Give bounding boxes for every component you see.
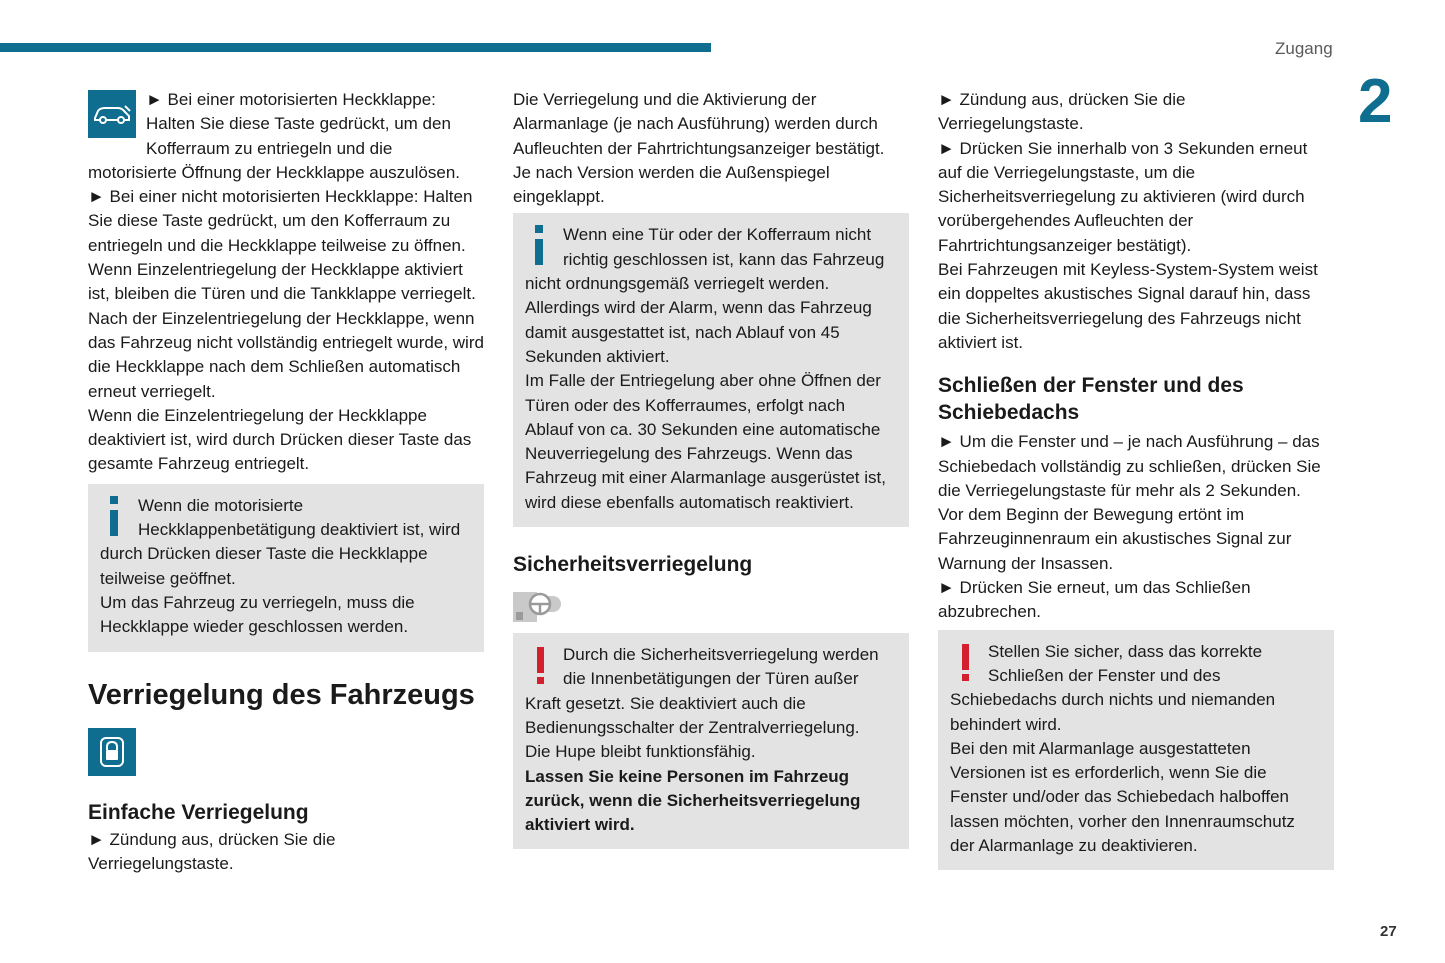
subsection-heading: Schließen der Fenster und des Schiebedachs <box>938 374 1244 425</box>
warning-box <box>938 630 1334 871</box>
page-number: 27 <box>1380 923 1397 940</box>
car-tailgate-icon <box>88 90 136 138</box>
info-box <box>88 484 484 652</box>
warning-text-bold: Lassen Sie keine Personen im Fahrzeug zurück, wenn die Sicherheitsverriegelung aktiviert wird. <box>525 766 861 835</box>
paragraph: Nach der Einzelentriegelung der Heckklappe, wenn das Fahrzeug nicht vollständig entriegelt wurde, wird die Heckklappe nach dem Schließen automatisch erneut verriegelt. <box>88 308 484 401</box>
paragraph: Die Verriegelung und die Aktivierung der Alarmanlage (je nach Ausführung) werden durch Aufleuchten der Fahrtrichtungsanzeiger bestätigt. <box>513 90 885 158</box>
section-heading: Verriegelung des Fahrzeugs <box>88 678 475 711</box>
paragraph: ► Zündung aus, drücken Sie die Verriegelungstaste. <box>88 829 336 873</box>
paragraph: Wenn Einzelentriegelung der Heckklappe aktiviert ist, bleiben die Türen und die Tankklappe verriegelt. <box>88 260 476 304</box>
warning-box <box>513 633 909 849</box>
warning-text: Die Hupe bleibt funktionsfähig. <box>525 742 756 762</box>
header-accent-bar <box>0 43 711 52</box>
chapter-number: 2 <box>1358 67 1393 136</box>
info-box <box>513 213 909 527</box>
info-icon <box>525 223 563 269</box>
paragraph: Vor dem Beginn der Bewegung ertönt im Fahrzeuginnenraum ein akustisches Signal zur Warnung der Insassen. <box>938 505 1292 573</box>
paragraph: Bei Fahrzeugen mit Keyless-System-System weist ein doppeltes akustisches Signal darauf hin, dass die Sicherheitsverriegelung des Fahrzeugs nicht aktiviert ist. <box>938 260 1318 352</box>
paragraph: ► Um die Fenster und – je nach Ausführung – das Schiebedach vollständig zu schließen, drücken Sie die Verriegelungstaste für mehr als 2 Sekunden. <box>938 432 1321 500</box>
warning-icon <box>950 640 988 686</box>
subsection-heading: Sicherheitsverriegelung <box>513 553 753 577</box>
warning-text: Durch die Sicherheitsverriegelung werden die Innenbetätigungen der Türen außer Kraft gesetzt. Sie deaktiviert auch die Bedienungsschalter der Zentralverriegelung. <box>525 645 879 737</box>
paragraph: Je nach Version werden die Außenspiegel eingeklappt. <box>513 162 830 207</box>
paragraph: ► Drücken Sie innerhalb von 3 Sekunden erneut auf die Verriegelungstaste, um die Sicherheitsverriegelung zu aktivieren (wird durch vorübergehendes Aufleuchten der Fahrtrichtungsanzeiger bestätigt). <box>938 138 1308 255</box>
subsection-heading: Einfache Verriegelung <box>88 800 309 824</box>
column-2 <box>513 88 909 849</box>
paragraph: Wenn die Einzelentriegelung der Heckklappe deaktiviert ist, wird durch Drücken dieser Taste das gesamte Fahrzeug entriegelt. <box>88 405 472 474</box>
paragraph: ► Bei einer motorisierten Heckklappe: Halten Sie diese Taste gedrückt, um den Kofferraum zu entriegeln und die motorisierte Öffnung der Heckklappe auszulösen. <box>88 90 460 182</box>
column-1 <box>88 88 484 876</box>
info-icon <box>100 494 138 540</box>
paragraph: ► Drücken Sie erneut, um das Schließen abzubrechen. <box>938 578 1251 622</box>
warning-text: Stellen Sie sicher, dass das korrekte Schließen der Fenster und des Schiebedachs durch nichts und niemanden behindert wird. <box>950 641 1276 734</box>
info-text: Allerdings wird der Alarm, wenn das Fahrzeug damit ausgestattet ist, nach Ablauf von 45 Sekunden aktiviert. <box>525 298 872 366</box>
paragraph: ► Zündung aus, drücken Sie die Verriegelungstaste. <box>938 90 1186 134</box>
paragraph: ► Bei einer nicht motorisierten Heckklappe: Halten Sie diese Taste gedrückt, um den Kofferraum zu entriegeln und die Heckklappe teilweise zu öffnen. <box>88 187 473 255</box>
info-text: Im Falle der Entriegelung aber ohne Öffnen der Türen oder des Kofferraumes, erfolgt nach Ablauf von ca. 30 Sekunden eine automatische Neuverriegelung des Fahrzeugs. Wenn das Fahrzeug mit einer Alarmanlage ausgerüstet ist, wird diese ebenfalls automatisch reaktiviert. <box>525 371 886 512</box>
warning-text: Bei den mit Alarmanlage ausgestatteten Versionen ist es erforderlich, wenn Sie die Fenster und/oder das Schiebedach halboffen lassen möchten, vorher den Innenraumschutz der Alarmanlage zu deaktivieren. <box>950 738 1295 856</box>
info-text: Wenn die motorisierte Heckklappenbetätigung deaktiviert ist, wird durch Drücken dieser Taste die Heckklappe teilweise geöffnet. <box>100 495 461 588</box>
column-3 <box>938 88 1334 870</box>
info-text: Um das Fahrzeug zu verriegeln, muss die Heckklappe wieder geschlossen werden. <box>100 592 415 637</box>
section-title: Zugang <box>1275 39 1333 58</box>
warning-icon <box>525 643 563 689</box>
steering-lock-icon <box>513 590 909 624</box>
info-text: Wenn eine Tür oder der Kofferraum nicht richtig geschlossen ist, kann das Fahrzeug nicht ordnungsgemäß verriegelt werden. <box>525 225 885 294</box>
lock-icon <box>88 728 136 776</box>
